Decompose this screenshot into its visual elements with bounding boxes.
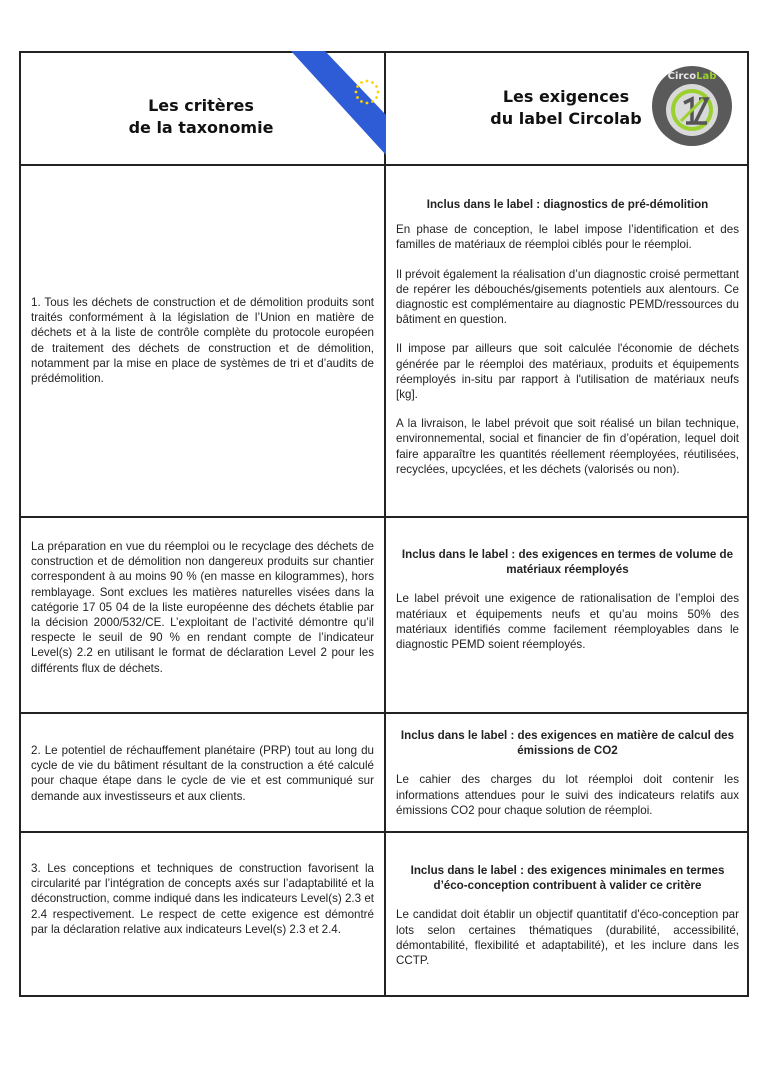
circolab-requirement-3: Inclus dans le label : des exigences en matière de calcul des émissions de CO2 Le cahier des charges du lot réemploi doit contenir les informations attendues pour le suivi des indicateurs relatifs aux émissions CO2 pour chaque solution de réemploi. — [396, 729, 739, 817]
requirement-heading: Inclus dans le label : des exigences minimales en termes d’éco-conception contribuent à valider ce critère — [410, 864, 725, 893]
row-divider — [21, 164, 747, 166]
right-column-title: Les exigences du label Circolab — [490, 87, 642, 128]
column-divider — [384, 53, 386, 995]
comparison-table — [19, 51, 749, 997]
taxonomy-criterion-recycling: La préparation en vue du réemploi ou le recyclage des déchets de construction et de démolition non dangereux produits sur chantier correspondent à au moins 90 % (en masse en kilogrammes), hors remblayage. Sont exclues les matières naturelles visées dans la catégorie 17 05 04 de la liste européenne des déchets établie par la décision 2000/532/CE. L’exploitant de l’activité démontre qu’il respecte le seuil de 90 % en rendant compte de l’indicateur Level(s) 2.2 en utilisant le format de déclaration Level 2 pour les différents flux de déchets. — [31, 540, 374, 675]
requirement-heading: Inclus dans le label : des exigences en matière de calcul des émissions de CO2 — [400, 729, 735, 758]
circolab-requirement-4: Inclus dans le label : des exigences minimales en termes d’éco-conception contribuent à valider ce critère Le candidat doit établir un objectif quantitatif d'éco-conception par lots selon certaines thématiques (durabilité, accessibilité, démontabilité, flexibilité et adaptabilité), et les inclure dans les CCTP. — [396, 864, 739, 968]
requirement-heading: Inclus dans le label : diagnostics de pré-démolition — [426, 198, 709, 211]
row-divider — [21, 516, 747, 518]
taxonomy-criterion-2: 2. Le potentiel de réchauffement planétaire (PRP) tout au long du cycle de vie du bâtiment résultant de la construction a été calculé pour chaque étape dans le cycle de vie et est communiqué sur demande aux investisseurs et aux clients. — [31, 744, 374, 803]
eu-flag-ribbon — [291, 51, 386, 163]
svg-text:CircoLab: CircoLab — [667, 71, 717, 82]
circolab-requirement-2: Inclus dans le label : des exigences en termes de volume de matériaux réemployés Le label prévoit une exigence de rationalisation de l’emploi des matériaux et équipements neufs et qu’au moins 50% des matériaux identifiés comme facilement réemployables dans le diagnostic PEMD soient réemployés. — [396, 548, 739, 652]
taxonomy-criterion-3: 3. Les conceptions et techniques de construction favorisent la circularité par l’intégration de concepts axés sur l’adaptabilité et la déconstruction, comme indiqué dans les indicateurs Level(s) 2.3 et 2.4 respectivement. Le respect de cette exigence est démontré par la déclaration relative aux indicateurs Level(s) 2.3 et 2.4. — [31, 862, 374, 936]
requirement-heading: Inclus dans le label : des exigences en termes de volume de matériaux réemployés — [401, 548, 734, 577]
circolab-requirement-1: Inclus dans le label : diagnostics de pré-démolition En phase de conception, le label impose l’identification et des familles de matériaux de réemploi ciblés pour le réemploi. Il prévoit également la réalisation d’un diagnostic croisé permettant de repérer les débouchés/gisements potentiels aux alentours. Ce diagnostic est complémentaire au diagnostic PEMD/ressources du bâtiment en question. Il impose par ailleurs que soit calculée l'économie de déchets générée par le réemploi des matériaux, produits et équipements réemployés in-situ par rapport à l'utilisation de matériaux neufs [kg]. A la livraison, le label prévoit que soit réalisé un bilan technique, environnemental, social et financier de fin d’opération, lequel doit faire apparaître les quantités réellement réemployées, réutilisées, recyclées, upcyclées, et les déchets (valorisés ou non). — [396, 198, 739, 476]
row-divider — [21, 712, 747, 714]
taxonomy-criterion-1: 1. Tous les déchets de construction et de démolition produits sont traités conformément à la législation de l’Union en matière de déchets et à la liste de contrôle complète du protocole européen de traitement des déchets de construction et de démolition, notamment par la mise en place de systèmes de tri et d’audits de prédémolition. — [31, 296, 374, 386]
left-column-title: Les critères de la taxonomie — [128, 96, 274, 137]
circolab-logo — [651, 65, 733, 147]
